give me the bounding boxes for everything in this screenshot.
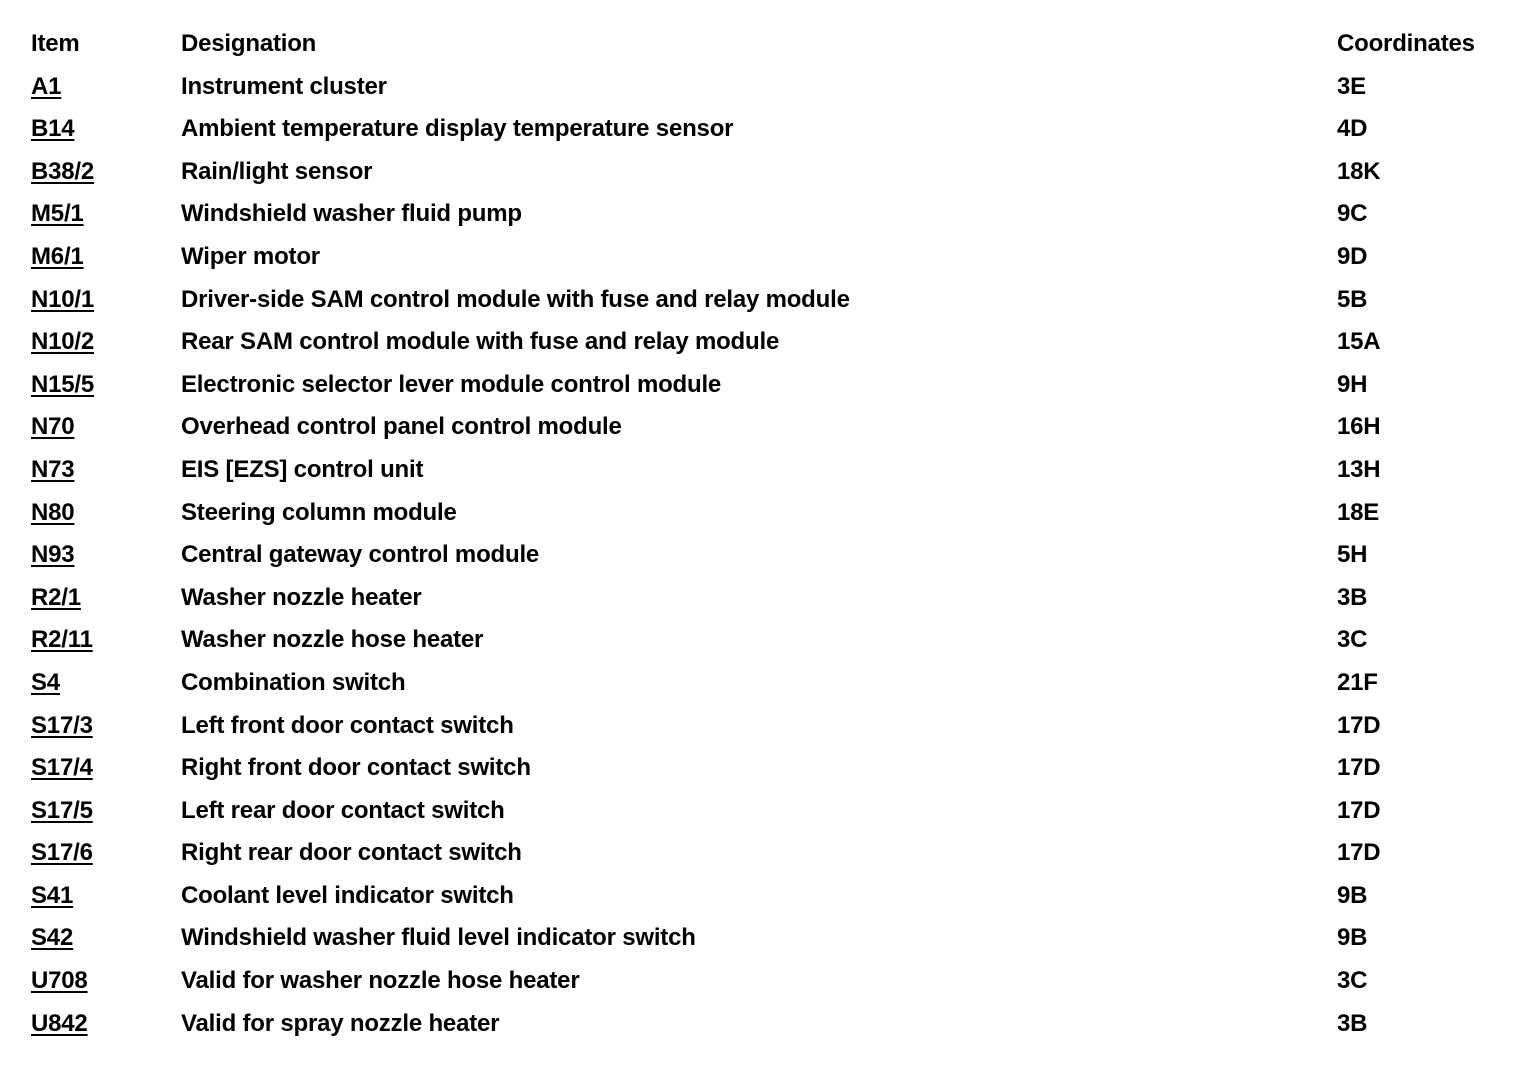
designation-cell: Washer nozzle hose heater [181,626,484,654]
table-row [31,66,1511,109]
item-link[interactable]: S17/5 [31,796,93,824]
table-row [31,705,1511,748]
designation-cell: Driver-side SAM control module with fuse and relay module [181,285,850,313]
item-cell [31,492,181,535]
table-row [31,279,1511,322]
item-link[interactable]: N10/2 [31,328,95,356]
coordinates-cell: 17D [1337,754,1381,782]
coordinates-cell: 3E [1337,72,1366,100]
item-link[interactable]: S17/6 [31,839,93,867]
coordinates-cell: 17D [1337,839,1381,867]
item-link[interactable]: S41 [31,881,74,909]
coordinates-cell: 4D [1337,115,1368,143]
table-row [31,790,1511,833]
item-cell [31,875,181,918]
item-link[interactable]: N15/5 [31,370,95,398]
coordinates-cell: 16H [1337,413,1381,441]
item-link[interactable]: A1 [31,72,62,100]
designation-cell: Instrument cluster [181,72,387,100]
header-coordinates: Coordinates [1337,30,1475,57]
item-cell [31,619,181,662]
designation-cell: Rear SAM control module with fuse and relay module [181,328,780,356]
item-cell [31,577,181,620]
designation-cell: Ambient temperature display temperature sensor [181,115,734,143]
coordinates-cell: 3C [1337,967,1368,995]
coordinates-cell: 9D [1337,242,1368,270]
designation-cell: Windshield washer fluid pump [181,200,522,228]
designation-cell: Windshield washer fluid level indicator switch [181,924,696,952]
item-cell [31,449,181,492]
table-row [31,193,1511,236]
designation-cell: Overhead control panel control module [181,413,622,441]
table-row [31,151,1511,194]
item-link[interactable]: M5/1 [31,200,84,228]
designation-cell: Washer nozzle heater [181,583,422,611]
table-row [31,662,1511,705]
coordinates-cell: 3B [1337,583,1368,611]
item-link[interactable]: B14 [31,115,75,143]
coordinates-cell: 9C [1337,200,1368,228]
item-link[interactable]: N10/1 [31,285,95,313]
item-link[interactable]: S17/4 [31,754,93,782]
table-row [31,449,1511,492]
coordinates-cell: 21F [1337,668,1378,696]
coordinates-cell: 13H [1337,455,1381,483]
coordinates-cell: 18K [1337,157,1381,185]
item-link[interactable]: U842 [31,1009,88,1037]
item-link[interactable]: S4 [31,668,60,696]
designation-cell: Right rear door contact switch [181,839,522,867]
item-link[interactable]: U708 [31,967,88,995]
coordinates-cell: 9B [1337,924,1368,952]
coordinates-cell: 3B [1337,1009,1368,1037]
table-row [31,917,1511,960]
item-link[interactable]: R2/1 [31,583,81,611]
designation-cell: EIS [EZS] control unit [181,455,424,483]
item-link[interactable]: M6/1 [31,242,84,270]
designation-cell: Left front door contact switch [181,711,514,739]
item-link[interactable]: N70 [31,413,75,441]
designation-cell: Wiper motor [181,242,320,270]
coordinates-cell: 9B [1337,881,1368,909]
item-link[interactable]: S42 [31,924,74,952]
table-row [31,619,1511,662]
designation-cell: Steering column module [181,498,457,526]
table-header [31,23,1511,66]
item-cell [31,151,181,194]
table-row [31,108,1511,151]
coordinates-cell: 9H [1337,370,1368,398]
item-cell [31,108,181,151]
coordinates-cell: 15A [1337,328,1381,356]
coordinates-cell: 3C [1337,626,1368,654]
table-row [31,236,1511,279]
item-link[interactable]: N93 [31,541,75,569]
item-cell [31,236,181,279]
coordinates-cell: 17D [1337,711,1381,739]
designation-cell: Valid for spray nozzle heater [181,1009,500,1037]
designation-cell: Central gateway control module [181,541,540,569]
item-cell [31,364,181,407]
table-row [31,406,1511,449]
item-cell [31,193,181,236]
designation-cell: Valid for washer nozzle hose heater [181,967,580,995]
header-designation: Designation [181,30,317,57]
table-row [31,321,1511,364]
designation-cell: Left rear door contact switch [181,796,505,824]
table-row [31,577,1511,620]
item-cell [31,705,181,748]
designation-cell: Right front door contact switch [181,754,531,782]
designation-cell: Combination switch [181,668,406,696]
item-cell [31,321,181,364]
designation-cell: Coolant level indicator switch [181,881,514,909]
designation-cell: Electronic selector lever module control module [181,370,722,398]
item-cell [31,917,181,960]
table-row [31,832,1511,875]
item-link[interactable]: S17/3 [31,711,93,739]
coordinates-cell: 17D [1337,796,1381,824]
header-item: Item [31,30,80,57]
table-row [31,364,1511,407]
item-cell [31,960,181,1003]
item-cell [31,534,181,577]
item-link[interactable]: N80 [31,498,75,526]
item-cell [31,1003,181,1046]
table-row [31,534,1511,577]
coordinates-cell: 5B [1337,285,1368,313]
table-row [31,875,1511,918]
item-cell [31,66,181,109]
item-cell [31,832,181,875]
table-row [31,492,1511,535]
table-row [31,960,1511,1003]
table-row [31,747,1511,790]
item-cell [31,406,181,449]
component-legend-table [31,23,1511,1045]
item-cell [31,747,181,790]
table-row [31,1003,1511,1046]
item-link[interactable]: N73 [31,455,75,483]
item-cell [31,279,181,322]
item-cell [31,662,181,705]
designation-cell: Rain/light sensor [181,157,373,185]
item-link[interactable]: R2/11 [31,626,93,654]
item-cell [31,790,181,833]
coordinates-cell: 18E [1337,498,1380,526]
item-link[interactable]: B38/2 [31,157,95,185]
table-body [31,66,1511,1046]
coordinates-cell: 5H [1337,541,1368,569]
header-row [31,23,1511,66]
